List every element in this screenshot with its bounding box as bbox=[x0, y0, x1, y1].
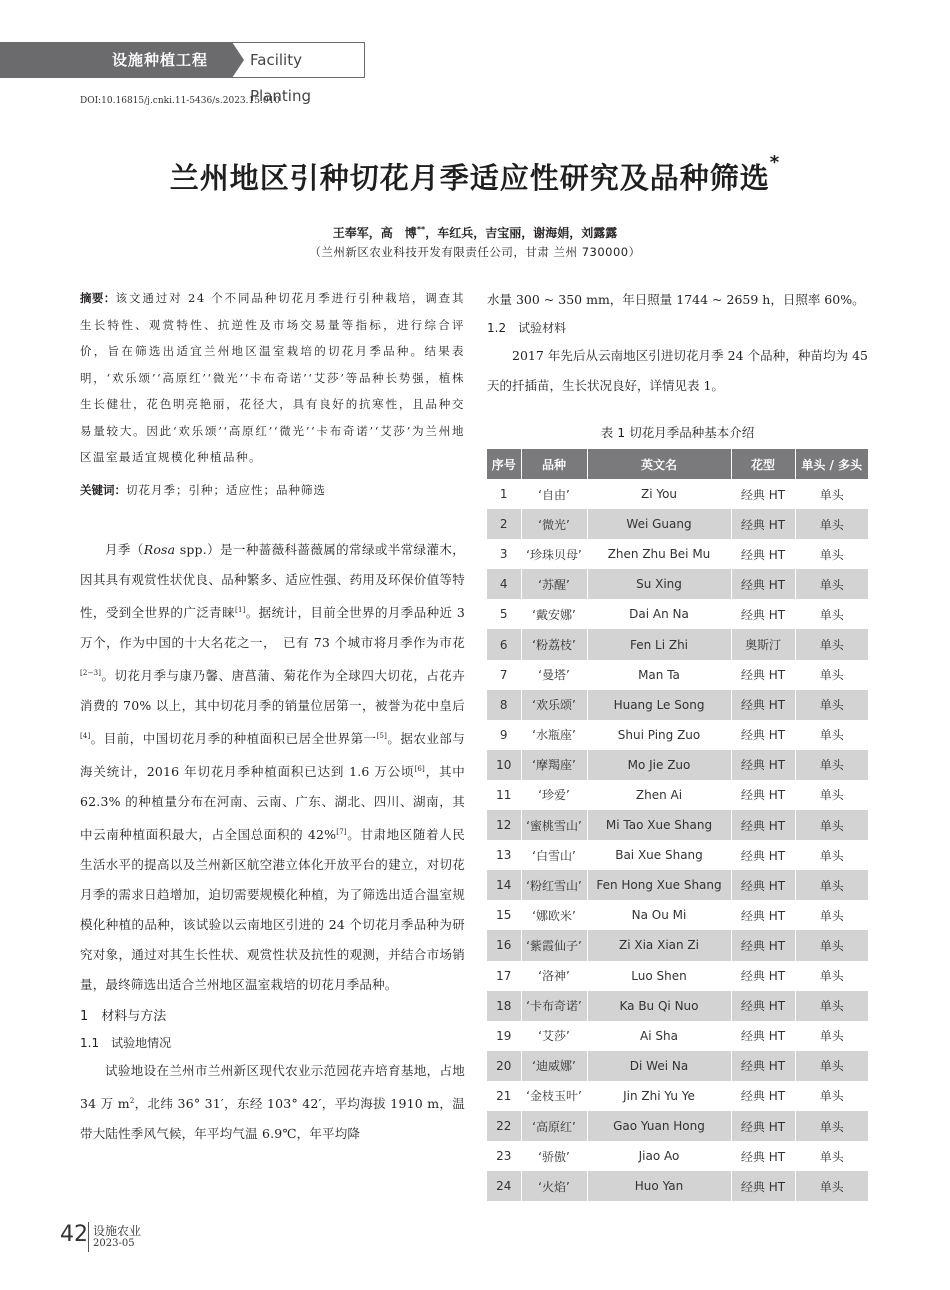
table-row bbox=[487, 900, 868, 930]
keywords bbox=[80, 477, 465, 503]
latin-name: Rosa bbox=[143, 541, 176, 557]
table-row bbox=[487, 1111, 868, 1141]
table-cell: 单头 bbox=[795, 1141, 868, 1171]
table-row bbox=[487, 479, 868, 509]
table-cell: 经典 HT bbox=[731, 1171, 795, 1201]
table-cell: Zi You bbox=[587, 479, 731, 509]
section-heading-1-1: 1.1 试验地情况 bbox=[80, 1036, 172, 1051]
citation: [6] bbox=[414, 764, 425, 773]
table-cell: 经典 HT bbox=[731, 1081, 795, 1111]
table-row bbox=[487, 810, 868, 840]
authors bbox=[0, 224, 950, 241]
table-cell: ‘戴安娜’ bbox=[521, 599, 587, 629]
table-cell: 单头 bbox=[795, 750, 868, 780]
superscript: 2 bbox=[129, 1097, 135, 1106]
table-cell: ‘蜜桃雪山’ bbox=[521, 810, 587, 840]
table-cell: ‘自由’ bbox=[521, 479, 587, 509]
table-cell: 经典 HT bbox=[731, 900, 795, 930]
table-cell: 单头 bbox=[795, 840, 868, 870]
table-cell: 2 bbox=[487, 509, 521, 539]
table-body bbox=[487, 479, 868, 1201]
table-cell: 经典 HT bbox=[731, 930, 795, 960]
material-paragraph: 2017 年先后从云南地区引进切花月季 24 个品种，种苗均为 45 天的扦插苗，生长状况良好，详情见表 1。 bbox=[487, 348, 868, 393]
table-header-row bbox=[487, 449, 868, 479]
abstract-text: 该文通过对 24 个不同品种切花月季进行引种栽培，调查其生长特性、观赏特性、抗逆性及市场交易量等指标，进行综合评价，旨在筛选出适宜兰州地区温室栽培的切花月季品种。结果表明，‘欢乐颂’‘高原红’‘微光’‘卡布奇诺’‘艾莎’等品种长势强，植株生长健壮，花色明亮艳丽，花径大，具有良好的抗寒性，且品种交易量较大。因此‘欢乐颂’‘高原红’‘微光’‘卡布奇诺’‘艾莎’为兰州地区温室最适宜规模化种植品种。 bbox=[80, 291, 465, 464]
table-cell: 单头 bbox=[795, 810, 868, 840]
table-cell: 经典 HT bbox=[731, 690, 795, 720]
citation: [7] bbox=[336, 828, 347, 837]
header-cell: 序号 bbox=[487, 449, 521, 479]
table-cell: 7 bbox=[487, 660, 521, 690]
table-cell: 经典 HT bbox=[731, 810, 795, 840]
table-cell: 19 bbox=[487, 1021, 521, 1051]
author-mark: ** bbox=[416, 225, 426, 234]
keywords-label: 关键词： bbox=[80, 482, 126, 497]
table-cell: ‘洛神’ bbox=[521, 961, 587, 991]
table-cell: ‘高原红’ bbox=[521, 1111, 587, 1141]
table-cell: ‘迪威娜’ bbox=[521, 1051, 587, 1081]
left-column bbox=[80, 285, 465, 1149]
table-row bbox=[487, 1051, 868, 1081]
table-cell: 9 bbox=[487, 720, 521, 750]
table-cell: Mi Tao Xue Shang bbox=[587, 810, 731, 840]
table-cell: 经典 HT bbox=[731, 720, 795, 750]
table-cell: ‘粉荔枝’ bbox=[521, 629, 587, 659]
table-cell: Fen Hong Xue Shang bbox=[587, 870, 731, 900]
table-cell: 15 bbox=[487, 900, 521, 930]
section-title-en: Facility Planting bbox=[250, 51, 311, 105]
table-cell: 21 bbox=[487, 1081, 521, 1111]
title-footnote-mark: * bbox=[769, 152, 781, 173]
table-row bbox=[487, 569, 868, 599]
table-cell: 单头 bbox=[795, 1111, 868, 1141]
authors-part-2: ，车红兵，吉宝丽，谢海娟，刘露露 bbox=[425, 226, 618, 240]
table-cell: 单头 bbox=[795, 930, 868, 960]
table-cell: 经典 HT bbox=[731, 991, 795, 1021]
table-cell: 14 bbox=[487, 870, 521, 900]
table-cell: 单头 bbox=[795, 539, 868, 569]
table-cell: ‘骄傲’ bbox=[521, 1141, 587, 1171]
table-cell: 单头 bbox=[795, 900, 868, 930]
table-cell: 单头 bbox=[795, 690, 868, 720]
table-cell: 23 bbox=[487, 1141, 521, 1171]
header-cell: 单头 / 多头 bbox=[795, 449, 868, 479]
doi: DOI:10.16815/j.cnki.11-5436/s.2023.15.010 bbox=[80, 96, 281, 106]
table-cell: 11 bbox=[487, 780, 521, 810]
site-text: ，北纬 36° 31′，东经 103° 42′，平均海拔 1910 m，温带大陆性季风气候，年平均气温 6.9℃，年平均降 bbox=[80, 1096, 465, 1142]
table-row bbox=[487, 599, 868, 629]
table-cell: 17 bbox=[487, 961, 521, 991]
table-cell: ‘苏醒’ bbox=[521, 569, 587, 599]
table-cell: Jin Zhi Yu Ye bbox=[587, 1081, 731, 1111]
issue-date: 2023-05 bbox=[93, 1238, 135, 1249]
table-row bbox=[487, 930, 868, 960]
table-cell: 经典 HT bbox=[731, 1141, 795, 1171]
table-cell: Gao Yuan Hong bbox=[587, 1111, 731, 1141]
table-cell: 单头 bbox=[795, 569, 868, 599]
table-cell: 单头 bbox=[795, 961, 868, 991]
table-cell: 3 bbox=[487, 539, 521, 569]
table-caption: 表 1 切花月季品种基本介绍 bbox=[600, 425, 755, 440]
intro-text: 。甘肃地区随着人民生活水平的提高以及兰州新区航空港立体化开放平台的建立，对切花月季的需求日趋增加，迫切需要规模化种植，为了筛选出适合温室规模化种植的品种，该试验以云南地区引进的 24 个切花月季品种为研究对象，通过对其生长性状、观赏性状及抗性的观测，并结合市场销量，最终筛选出适合兰州地区温室栽培的切花月季品种。 bbox=[80, 827, 465, 993]
table-cell: ‘卡布奇诺’ bbox=[521, 991, 587, 1021]
page-number: 42 bbox=[60, 1222, 88, 1247]
table-cell: 单头 bbox=[795, 1021, 868, 1051]
site-paragraph-continued: 水量 300 ~ 350 mm，年日照量 1744 ~ 2659 h，日照率 60%。 bbox=[487, 292, 865, 307]
table-cell: Ka Bu Qi Nuo bbox=[587, 991, 731, 1021]
table-cell: Huang Le Song bbox=[587, 690, 731, 720]
table-row bbox=[487, 690, 868, 720]
intro-text: 。据统计，目前全世界的月季品种近 3 万个，作为中国的十大名花之一， 已有 73 个城市将月季作为市花 bbox=[80, 604, 466, 650]
table-cell: 10 bbox=[487, 750, 521, 780]
table-cell: 经典 HT bbox=[731, 1021, 795, 1051]
table-cell: ‘粉红雪山’ bbox=[521, 870, 587, 900]
table-cell: Huo Yan bbox=[587, 1171, 731, 1201]
table-cell: ‘曼塔’ bbox=[521, 660, 587, 690]
table-row bbox=[487, 991, 868, 1021]
intro-text: 。切花月季与康乃馨、唐菖蒲、菊花作为全球四大切花，占花卉消费的 70% 以上，其中切花月季的销量位居第一，被誉为花中皇后 bbox=[80, 667, 465, 713]
table-cell: 单头 bbox=[795, 1051, 868, 1081]
table-cell: Wei Guang bbox=[587, 509, 731, 539]
table-cell: ‘欢乐颂’ bbox=[521, 690, 587, 720]
intro-text: 。目前，中国切花月季的种植面积已居全世界第一 bbox=[90, 730, 377, 746]
table-cell: 单头 bbox=[795, 870, 868, 900]
table-cell: 16 bbox=[487, 930, 521, 960]
table-cell: ‘水瓶座’ bbox=[521, 720, 587, 750]
table-cell: ‘金枝玉叶’ bbox=[521, 1081, 587, 1111]
table-cell: 单头 bbox=[795, 991, 868, 1021]
table-row bbox=[487, 1021, 868, 1051]
table-cell: ‘白雪山’ bbox=[521, 840, 587, 870]
table-row bbox=[487, 840, 868, 870]
table-cell: 4 bbox=[487, 569, 521, 599]
table-cell: 单头 bbox=[795, 509, 868, 539]
section-heading-1-2: 1.2 试验材料 bbox=[487, 321, 567, 335]
site-text: 试验地设在兰州市兰州新区现代农业示范园花卉培育基地，占地 34 万 m bbox=[80, 1063, 465, 1112]
paper-title bbox=[0, 152, 950, 197]
table-cell: 单头 bbox=[795, 780, 868, 810]
table-cell: ‘微光’ bbox=[521, 509, 587, 539]
table-cell: 单头 bbox=[795, 720, 868, 750]
table-cell: Shui Ping Zuo bbox=[587, 720, 731, 750]
table-cell: 单头 bbox=[795, 479, 868, 509]
right-column bbox=[487, 285, 868, 1201]
table-row bbox=[487, 750, 868, 780]
header-cell: 品种 bbox=[521, 449, 587, 479]
table-cell: 单头 bbox=[795, 1081, 868, 1111]
table-row bbox=[487, 780, 868, 810]
table-cell: Fen Li Zhi bbox=[587, 629, 731, 659]
table-cell: 奥斯汀 bbox=[731, 629, 795, 659]
table-cell: 12 bbox=[487, 810, 521, 840]
table-cell: Su Xing bbox=[587, 569, 731, 599]
table-cell: 18 bbox=[487, 991, 521, 1021]
table-row bbox=[487, 961, 868, 991]
affiliation: （兰州新区农业科技开发有限责任公司，甘肃 兰州 730000） bbox=[309, 245, 641, 259]
table-cell: Zhen Ai bbox=[587, 780, 731, 810]
table-cell: 经典 HT bbox=[731, 840, 795, 870]
table-cell: 经典 HT bbox=[731, 660, 795, 690]
header-cell: 英文名 bbox=[587, 449, 731, 479]
section-heading-1: 1 材料与方法 bbox=[80, 1009, 167, 1025]
table-cell: Bai Xue Shang bbox=[587, 840, 731, 870]
table-cell: Di Wei Na bbox=[587, 1051, 731, 1081]
table-cell: 经典 HT bbox=[731, 1051, 795, 1081]
table-cell: Luo Shen bbox=[587, 961, 731, 991]
title-text: 兰州地区引种切花月季适应性研究及品种筛选 bbox=[169, 161, 770, 195]
table-row bbox=[487, 509, 868, 539]
table-cell: 24 bbox=[487, 1171, 521, 1201]
table-cell: Jiao Ao bbox=[587, 1141, 731, 1171]
footer-divider bbox=[88, 1222, 89, 1252]
abstract bbox=[80, 285, 465, 471]
site-paragraph bbox=[80, 1056, 465, 1149]
table-cell: 经典 HT bbox=[731, 780, 795, 810]
table-cell: Dai An Na bbox=[587, 599, 731, 629]
table-cell: 经典 HT bbox=[731, 539, 795, 569]
table-cell: 经典 HT bbox=[731, 1111, 795, 1141]
table-cell: 1 bbox=[487, 479, 521, 509]
citation: [5] bbox=[376, 731, 388, 740]
table-row bbox=[487, 629, 868, 659]
table-cell: 单头 bbox=[795, 599, 868, 629]
table-cell: ‘摩羯座’ bbox=[521, 750, 587, 780]
table-row bbox=[487, 1141, 868, 1171]
table-cell: Man Ta bbox=[587, 660, 731, 690]
intro-text: 。据农业部与海关统计，2016 年切花月季种植面积已达到 1.6 万公顷 bbox=[80, 730, 465, 780]
variety-table bbox=[487, 449, 868, 1201]
table-cell: 13 bbox=[487, 840, 521, 870]
intro-text: spp.）是一种蔷薇科蔷薇属的常绿或半常绿灌木，因其具有观赏性状优良、品种繁多、适应性强、药用及环保价值等特性，受到全世界的广泛青睐 bbox=[80, 541, 465, 620]
table-row bbox=[487, 539, 868, 569]
table-cell: Ai Sha bbox=[587, 1021, 731, 1051]
table-cell: ‘紫霞仙子’ bbox=[521, 930, 587, 960]
table-cell: 20 bbox=[487, 1051, 521, 1081]
table-row bbox=[487, 660, 868, 690]
table-cell: 经典 HT bbox=[731, 509, 795, 539]
table-cell: 单头 bbox=[795, 629, 868, 659]
table-cell: ‘珍珠贝母’ bbox=[521, 539, 587, 569]
table-cell: 单头 bbox=[795, 1171, 868, 1201]
table-cell: 经典 HT bbox=[731, 750, 795, 780]
table-cell: ‘艾莎’ bbox=[521, 1021, 587, 1051]
table-cell: 6 bbox=[487, 629, 521, 659]
citation: [1] bbox=[235, 605, 246, 614]
table-cell: 8 bbox=[487, 690, 521, 720]
keywords-text: 切花月季；引种；适应性；品种筛选 bbox=[126, 482, 326, 497]
table-row bbox=[487, 1171, 868, 1201]
journal-name: 设施农业 bbox=[93, 1224, 142, 1238]
table-cell: 经典 HT bbox=[731, 870, 795, 900]
table-cell: 单头 bbox=[795, 660, 868, 690]
intro-text: ，其中 62.3% 的种植量分布在河南、云南、广东、湖北、四川、湖南，其中云南种植面积最大，占全国总面积的 42% bbox=[80, 764, 465, 843]
header-cell: 花型 bbox=[731, 449, 795, 479]
table-cell: Zi Xia Xian Zi bbox=[587, 930, 731, 960]
citation: [4] bbox=[80, 731, 91, 740]
authors-part-1: 王奉军，高 博 bbox=[332, 226, 417, 240]
table-cell: 5 bbox=[487, 599, 521, 629]
table-cell: 经典 HT bbox=[731, 961, 795, 991]
table-row bbox=[487, 720, 868, 750]
table-cell: ‘珍爱’ bbox=[521, 780, 587, 810]
table-cell: Na Ou Mi bbox=[587, 900, 731, 930]
intro-text: 月季（ bbox=[105, 541, 144, 557]
table-cell: ‘娜欧米’ bbox=[521, 900, 587, 930]
abstract-label: 摘要： bbox=[80, 291, 116, 305]
table-row bbox=[487, 870, 868, 900]
section-title-cn: 设施种植工程 bbox=[112, 51, 209, 69]
table-row bbox=[487, 1081, 868, 1111]
table-cell: ‘火焰’ bbox=[521, 1171, 587, 1201]
citation: [2−3] bbox=[80, 668, 102, 677]
intro-paragraph bbox=[80, 535, 465, 1001]
table-cell: 经典 HT bbox=[731, 479, 795, 509]
table-cell: 经典 HT bbox=[731, 569, 795, 599]
table-cell: 经典 HT bbox=[731, 599, 795, 629]
table-cell: 22 bbox=[487, 1111, 521, 1141]
table-cell: Zhen Zhu Bei Mu bbox=[587, 539, 731, 569]
table-cell: Mo Jie Zuo bbox=[587, 750, 731, 780]
